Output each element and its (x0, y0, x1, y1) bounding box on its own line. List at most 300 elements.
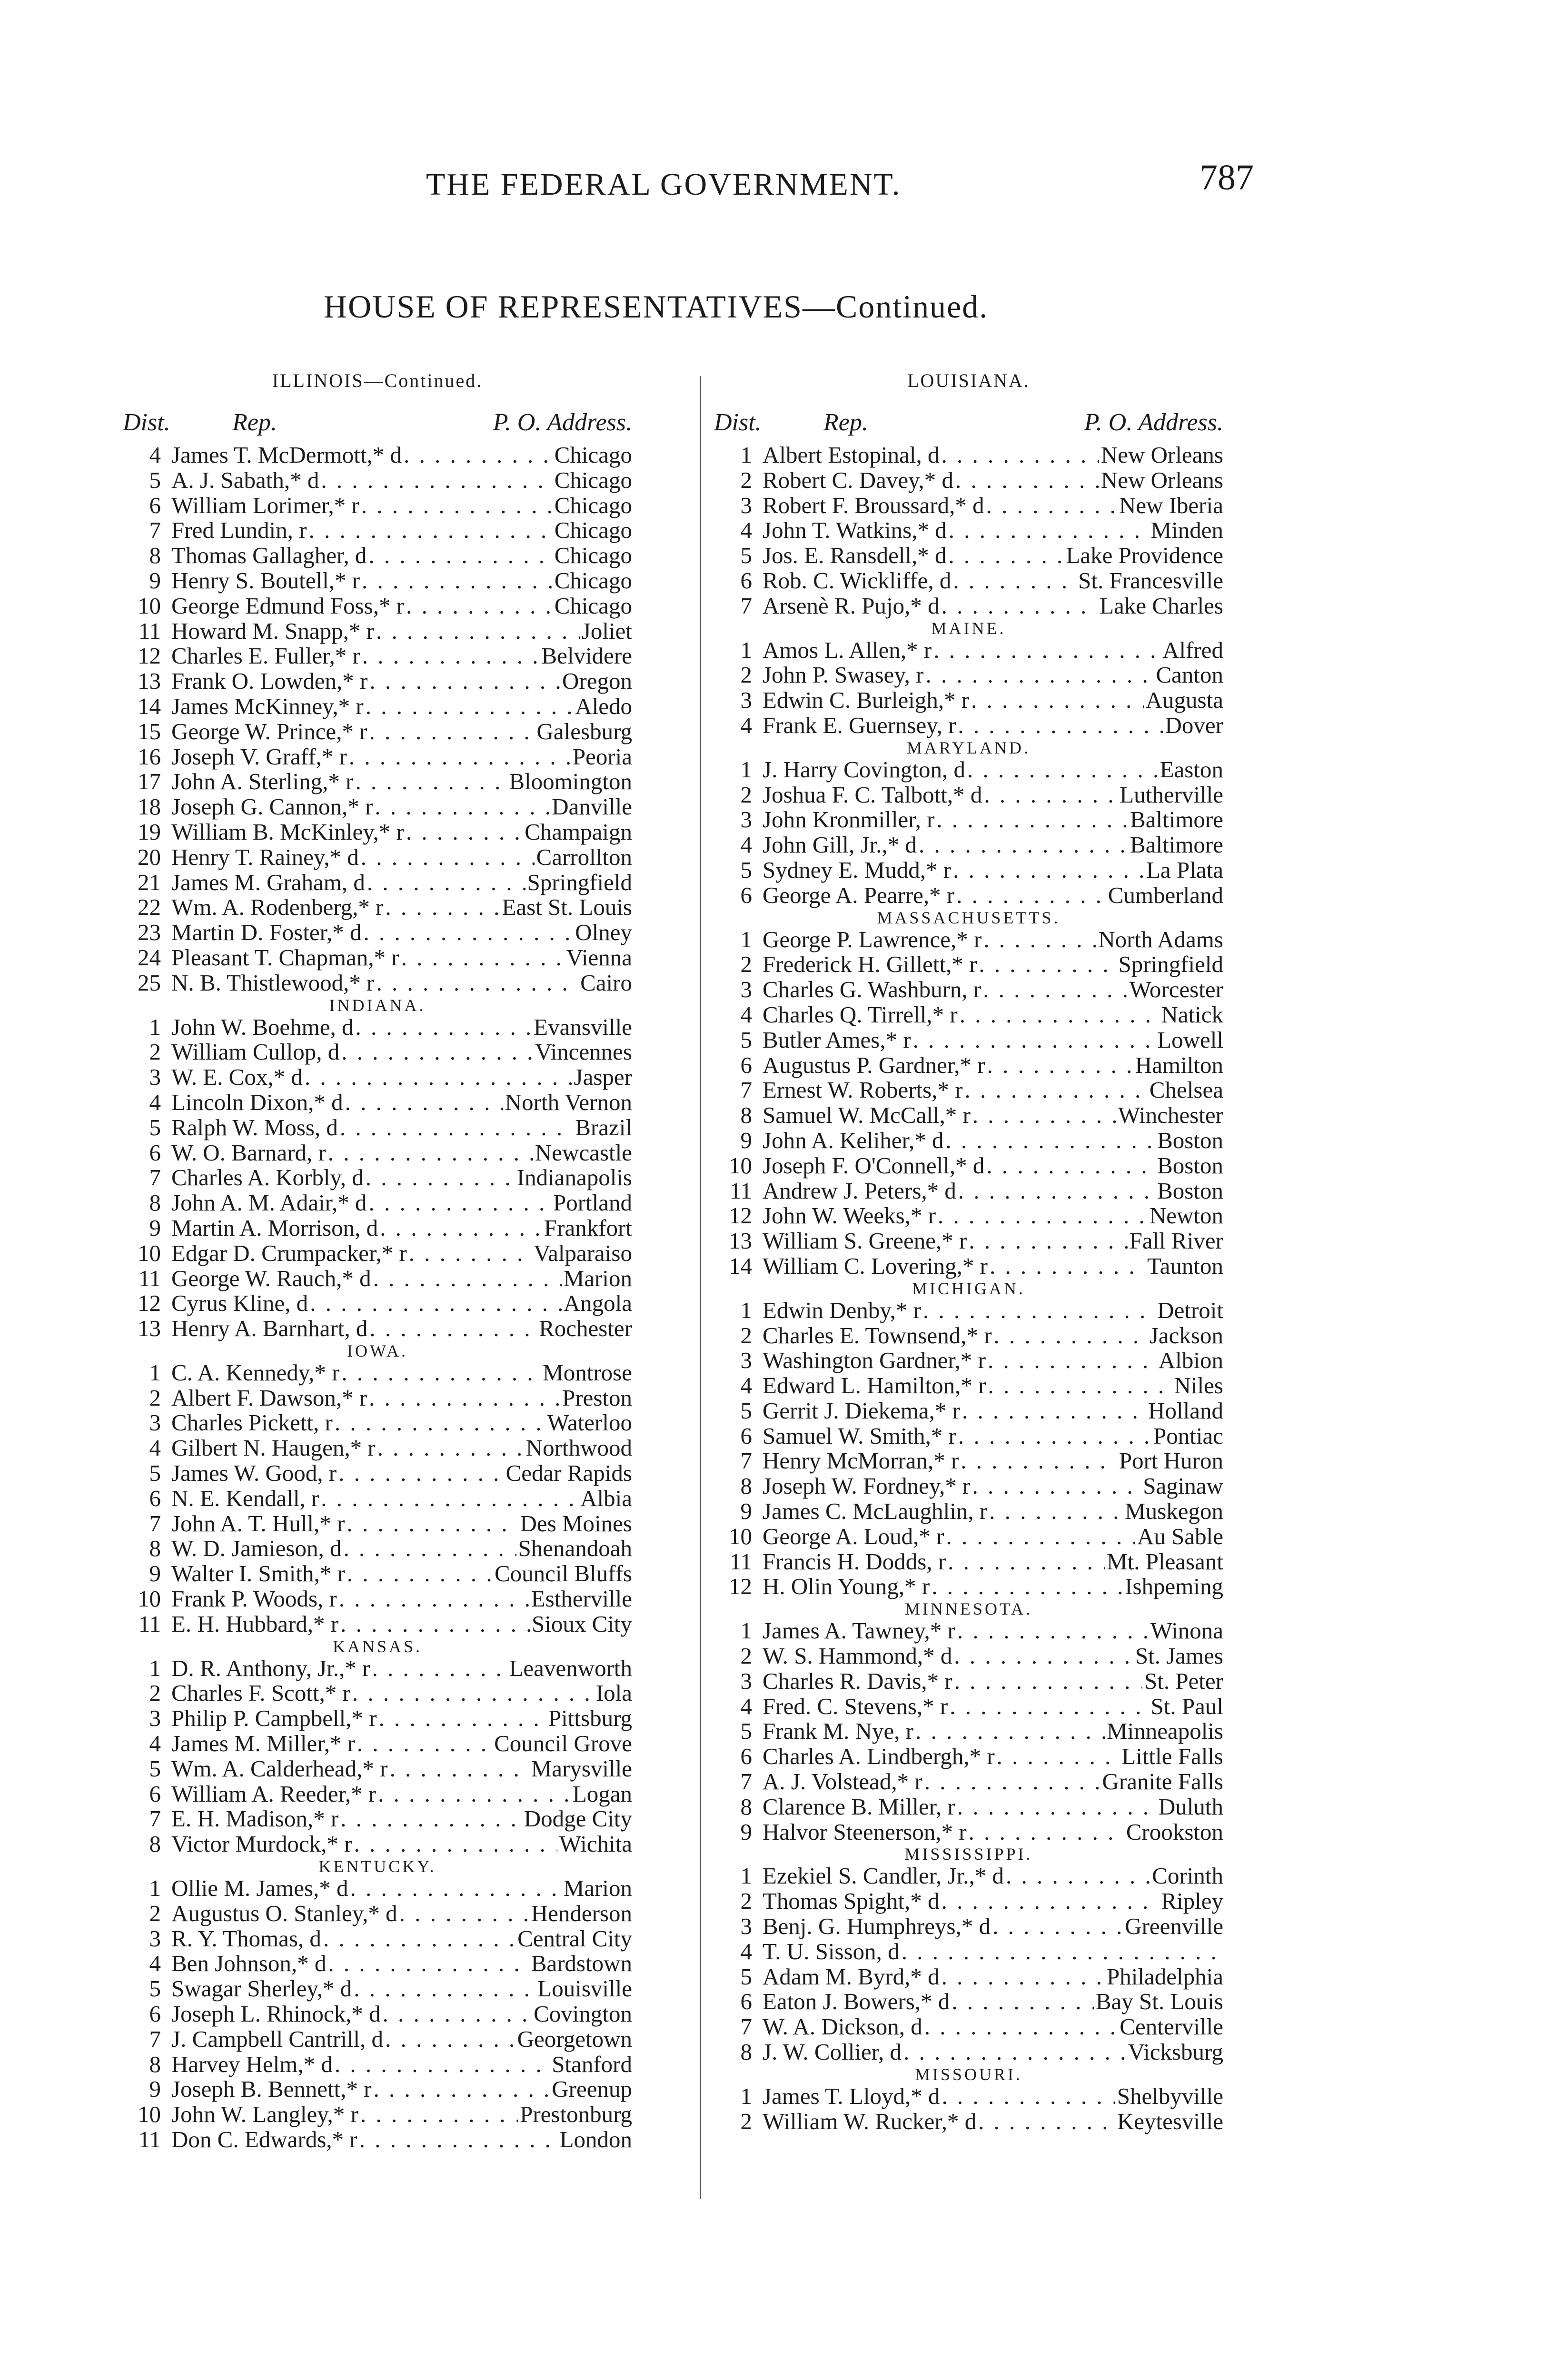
representative-name: W. A. Dickson, d (763, 2013, 922, 2040)
district-number: 2 (149, 1680, 161, 1706)
representative-name: Swagar Sherley,* d (171, 1975, 352, 2002)
representative-name: Joseph B. Bennett,* r (171, 2076, 372, 2102)
dot-leader (344, 1536, 516, 1561)
district-number: 2 (740, 662, 752, 688)
representative-row (714, 1373, 1223, 1398)
representative-row (714, 1795, 1223, 1820)
district-number: 7 (740, 2013, 752, 2040)
post-office-address: Shelbyville (1117, 2082, 1223, 2109)
representative-name: Frank M. Nye, r (763, 1718, 914, 1745)
representative-name: J. Harry Covington, d (763, 756, 965, 783)
representative-name: Sydney E. Mudd,* r (763, 856, 951, 883)
representative-row (123, 1951, 632, 1976)
post-office-address: Bay St. Louis (1095, 1988, 1223, 2015)
dot-leader (945, 1128, 1155, 1153)
post-office-address: Olney (575, 919, 632, 946)
district-number: 8 (149, 2051, 161, 2077)
representative-row (714, 663, 1223, 688)
district-number: 5 (149, 1114, 161, 1140)
district-number: 9 (740, 1498, 752, 1525)
state-heading: MINNESOTA. (904, 1599, 1033, 1619)
representative-row (714, 1499, 1223, 1524)
state-heading: KENTUCKY. (318, 1857, 436, 1876)
district-number: 1 (740, 1617, 752, 1644)
district-number: 4 (740, 712, 752, 738)
representative-name: Ollie M. James,* d (171, 1875, 348, 1902)
post-office-address: St. Paul (1150, 1693, 1223, 1719)
representative-name: Wm. A. Calderhead,* r (171, 1755, 388, 1782)
district-number: 4 (740, 1001, 752, 1028)
state-heading: IOWA. (347, 1341, 408, 1360)
representative-row (714, 1028, 1223, 1053)
representative-row (123, 1241, 632, 1266)
representative-name: Washington Gardner,* r (763, 1347, 986, 1374)
post-office-address: Council Bluffs (494, 1560, 632, 1587)
post-office-address: New Orleans (1100, 466, 1223, 493)
representative-name: Edgar D. Crumpacker,* r (171, 1240, 407, 1266)
representative-name: George A. Pearre,* r (763, 882, 955, 908)
representative-name: Henry McMorran,* r (763, 1448, 959, 1474)
district-number: 1 (740, 1863, 752, 1889)
district-number: 2 (740, 951, 752, 978)
representative-row (123, 1782, 632, 1807)
post-office-address: Vincennes (535, 1039, 632, 1065)
representative-row (714, 493, 1223, 518)
representative-name: John W. Boehme, d (171, 1013, 354, 1040)
post-office-address: Little Falls (1121, 1743, 1223, 1770)
representative-row (123, 518, 632, 543)
district-number: 24 (138, 944, 161, 971)
representative-row (123, 619, 632, 644)
representative-row (714, 1549, 1223, 1575)
district-number: 5 (740, 1026, 752, 1053)
dot-leader (954, 1669, 1142, 1694)
dot-leader (988, 1348, 1157, 1373)
page-number: 787 (1199, 158, 1254, 198)
post-office-address: Cedar Rapids (505, 1460, 632, 1487)
dot-leader (958, 1179, 1155, 1204)
dot-leader (345, 1090, 503, 1115)
address-label: P. O. Address. (1084, 409, 1223, 436)
district-number: 1 (740, 756, 752, 783)
representative-row (123, 493, 632, 518)
district-number: 10 (138, 592, 161, 619)
column-divider (700, 376, 701, 2199)
representative-name: John A. M. Adair,* d (171, 1190, 367, 1216)
post-office-address: Greenville (1125, 1913, 1223, 1940)
dot-leader (401, 945, 565, 971)
dot-leader (932, 1574, 1123, 1599)
district-number: 4 (149, 1950, 161, 1977)
dot-leader (972, 1474, 1141, 1499)
dot-leader (383, 2002, 532, 2027)
state-heading: MISSISSIPPI. (904, 1844, 1033, 1864)
representative-name: William S. Greene,* r (763, 1228, 967, 1254)
state-heading: MISSOURI. (914, 2064, 1023, 2084)
representative-row (123, 1165, 632, 1190)
representative-name: Joseph L. Rhinock,* d (171, 2001, 381, 2027)
dot-leader (361, 493, 553, 518)
dot-leader (956, 883, 1106, 908)
post-office-address: Angola (563, 1290, 632, 1317)
district-number: 7 (740, 1768, 752, 1795)
dot-leader (369, 719, 535, 744)
representative-name: Arsenè R. Pujo,* d (763, 592, 940, 619)
post-office-address: Granite Falls (1102, 1768, 1223, 1795)
post-office-address: Canton (1156, 662, 1223, 688)
representative-name: Edward L. Hamilton,* r (763, 1372, 986, 1399)
dot-leader (328, 1951, 529, 1976)
post-office-address: East St. Louis (502, 894, 632, 921)
representative-row (714, 1203, 1223, 1229)
post-office-address: Portland (553, 1190, 632, 1216)
post-office-address: New Orleans (1100, 442, 1223, 468)
post-office-address: Rochester (539, 1315, 632, 1342)
representative-row (123, 1536, 632, 1561)
representative-name: Augustus P. Gardner,* r (763, 1051, 985, 1078)
left-column (123, 367, 632, 2152)
representative-name: George A. Loud,* r (763, 1523, 944, 1549)
district-number: 3 (149, 1409, 161, 1436)
district-number: 8 (149, 1831, 161, 1857)
post-office-address: Council Grove (494, 1730, 632, 1757)
district-number: 2 (740, 466, 752, 493)
district-number: 22 (138, 894, 161, 921)
post-office-address: Mt. Pleasant (1107, 1548, 1223, 1575)
post-office-address: Duluth (1158, 1793, 1223, 1820)
post-office-address: Springfield (1118, 951, 1223, 978)
dot-leader (957, 1618, 1149, 1644)
representative-row (714, 1939, 1223, 1964)
post-office-address: Waterloo (547, 1409, 632, 1436)
dot-leader (969, 1229, 1127, 1254)
representative-name: Henry T. Rainey,* d (171, 843, 359, 870)
post-office-address: Taunton (1147, 1252, 1223, 1279)
dot-leader (903, 2040, 1126, 2065)
district-number: 3 (740, 1667, 752, 1694)
post-office-address: Muskegon (1125, 1498, 1223, 1525)
representative-name: Walter I. Smith,* r (171, 1560, 345, 1587)
district-number: 21 (138, 869, 161, 895)
post-office-address: Central City (517, 1925, 632, 1952)
post-office-address: La Plata (1146, 856, 1223, 883)
post-office-address: Springfield (527, 869, 632, 895)
representative-name: C. A. Kennedy,* r (171, 1359, 340, 1386)
representative-name: Ben Johnson,* d (171, 1950, 327, 1977)
dot-leader (951, 1989, 1094, 2014)
district-number: 4 (740, 832, 752, 858)
representative-name: George P. Lawrence,* r (763, 926, 982, 952)
post-office-address: Indianapolis (516, 1164, 632, 1191)
representative-row (123, 2077, 632, 2102)
post-office-address: Iola (595, 1680, 632, 1706)
representative-name: Robert C. Davey,* d (763, 466, 953, 493)
representative-name: John W. Weeks,* r (763, 1202, 936, 1229)
representative-row (714, 2084, 1223, 2109)
representative-name: James A. Tawney,* r (763, 1617, 955, 1644)
district-number: 1 (149, 1655, 161, 1681)
representative-row (714, 1889, 1223, 1914)
post-office-address: Alfred (1162, 636, 1223, 663)
dot-leader (958, 1424, 1151, 1449)
post-office-address: Danville (552, 793, 632, 820)
representative-name: Eaton J. Bowers,* d (763, 1988, 950, 2015)
district-number: 8 (740, 2039, 752, 2065)
dot-leader (380, 1216, 542, 1241)
representative-name: John T. Watkins,* d (763, 517, 947, 544)
representative-name: Howard M. Snapp,* r (171, 617, 374, 644)
post-office-address: Prestonburg (520, 2101, 632, 2128)
representative-row (714, 594, 1223, 619)
representative-row (714, 757, 1223, 783)
post-office-address: New Iberia (1119, 492, 1223, 518)
district-number: 13 (138, 668, 161, 694)
dot-leader (373, 1266, 562, 1291)
representative-name: Charles A. Korbly, d (171, 1164, 364, 1191)
post-office-address: Vienna (566, 944, 632, 971)
representative-row (714, 468, 1223, 493)
district-number: 4 (149, 1089, 161, 1115)
representative-name: James M. Graham, d (171, 869, 365, 895)
post-office-address: Georgetown (517, 2025, 632, 2052)
representative-row (123, 1976, 632, 2002)
district-number: 14 (729, 1252, 752, 1279)
post-office-address: Marion (563, 1875, 632, 1902)
district-number: 6 (740, 1422, 752, 1449)
post-office-address: Baltimore (1130, 832, 1223, 858)
representative-name: Fred. C. Stevens,* r (763, 1693, 948, 1719)
dot-leader (1006, 1864, 1150, 1889)
post-office-address: St. Francesville (1078, 567, 1223, 594)
representative-name: Joseph G. Cannon,* r (171, 793, 373, 820)
post-office-address: Chicago (554, 592, 632, 619)
representative-row (714, 1128, 1223, 1153)
representative-name: Charles R. Davis,* r (763, 1667, 952, 1694)
dot-leader (990, 1254, 1145, 1279)
dot-leader (340, 1806, 522, 1832)
representative-row (123, 920, 632, 945)
representative-row (123, 2002, 632, 2027)
representative-name: W. E. Cox,* d (171, 1064, 303, 1091)
dot-leader (924, 1769, 1100, 1795)
district-number: 4 (740, 1372, 752, 1399)
representative-row (123, 2027, 632, 2052)
dot-leader (366, 694, 574, 719)
district-number: 4 (149, 1730, 161, 1757)
post-office-address: Shenandoah (518, 1535, 632, 1562)
dot-leader (376, 619, 580, 644)
representative-name: T. U. Sisson, d (763, 1938, 900, 1964)
dot-leader (960, 1002, 1160, 1028)
district-number: 15 (138, 718, 161, 744)
district-number: 6 (740, 882, 752, 908)
district-number: 7 (149, 1510, 161, 1537)
post-office-address: Corinth (1152, 1863, 1223, 1889)
representative-name: H. Olin Young,* r (763, 1573, 930, 1600)
representative-name: Joseph F. O'Connell,* d (763, 1152, 985, 1179)
representative-name: R. Y. Thomas, d (171, 1925, 321, 1952)
post-office-address: Augusta (1145, 687, 1223, 714)
district-number: 2 (740, 1888, 752, 1914)
dot-leader (399, 1901, 529, 1926)
representative-name: Samuel W. Smith,* r (763, 1422, 957, 1449)
representative-name: James C. McLaughlin, r (763, 1498, 988, 1525)
dot-leader (339, 1587, 529, 1612)
district-number: 1 (740, 2082, 752, 2109)
post-office-address: Minden (1150, 517, 1223, 544)
dot-leader (335, 2052, 550, 2077)
post-office-address: Marysville (531, 1755, 632, 1782)
running-head: THE FEDERAL GOVERNMENT. (426, 167, 902, 202)
district-number: 14 (138, 693, 161, 719)
post-office-address: Dodge City (524, 1805, 632, 1832)
post-office-address: Bloomington (509, 768, 632, 795)
district-number: 3 (740, 976, 752, 1003)
state-heading: KANSAS. (332, 1636, 423, 1656)
district-number: 9 (740, 1818, 752, 1845)
post-office-address: Sioux City (531, 1610, 632, 1637)
district-number: 12 (729, 1573, 752, 1600)
dot-leader (949, 518, 1149, 543)
representative-row (714, 518, 1223, 543)
dot-leader (902, 1939, 1221, 1964)
column-heading: ILLINOIS—Continued. (272, 370, 483, 391)
column-sections (714, 443, 1223, 2134)
post-office-address: Natick (1161, 1001, 1223, 1028)
post-office-address: Montrose (543, 1359, 632, 1386)
dot-leader (335, 1410, 545, 1436)
post-office-address: London (559, 2126, 632, 2152)
dot-leader (347, 1561, 493, 1587)
district-number: 7 (149, 2025, 161, 2052)
district-number: 7 (149, 1164, 161, 1191)
representative-row (123, 794, 632, 820)
representative-name: William W. Rucker,* d (763, 2108, 977, 2134)
representative-name: John A. Keliher,* d (763, 1127, 944, 1153)
representative-name: Victor Murdock,* r (171, 1831, 352, 1857)
post-office-address: Preston (562, 1384, 632, 1411)
post-office-address: Chicago (554, 442, 632, 468)
rep-label: Rep. (823, 409, 868, 436)
representative-row (123, 1756, 632, 1782)
representative-row (123, 1511, 632, 1537)
district-number: 5 (740, 1397, 752, 1424)
representative-row (123, 1040, 632, 1065)
representative-name: Philip P. Campbell,* r (171, 1705, 377, 1732)
representative-row (123, 895, 632, 920)
district-number: 6 (149, 2001, 161, 2027)
representative-row (714, 1864, 1223, 1889)
post-office-address: Pittsburg (548, 1705, 632, 1732)
representative-name: W. O. Barnard, r (171, 1139, 326, 1166)
representative-name: William Cullop, d (171, 1039, 340, 1065)
district-number: 8 (149, 542, 161, 569)
district-number: 7 (740, 592, 752, 619)
dot-leader (962, 1398, 1146, 1424)
district-number: 4 (740, 1938, 752, 1964)
post-office-address: Chicago (554, 492, 632, 518)
representative-name: Frank E. Guernsey, r (763, 712, 956, 738)
representative-row (123, 1090, 632, 1115)
district-number: 3 (740, 1913, 752, 1940)
representative-name: Henry A. Barnhart, d (171, 1315, 368, 1342)
representative-row (123, 870, 632, 895)
representative-row (714, 807, 1223, 833)
dot-leader (972, 1103, 1116, 1128)
post-office-address: Lowell (1157, 1026, 1223, 1053)
representative-row (714, 1398, 1223, 1424)
representative-name: Edwin C. Burleigh,* r (763, 687, 970, 714)
representative-name: James T. Lloyd,* d (763, 2082, 940, 2109)
post-office-address: Aledo (575, 693, 632, 719)
representative-name: James M. Miller,* r (171, 1730, 355, 1757)
post-office-address: Albion (1158, 1347, 1223, 1374)
district-number: 6 (740, 1988, 752, 2015)
state-heading: MARYLAND. (906, 738, 1031, 757)
district-number: 2 (149, 1039, 161, 1065)
district-number: 11 (138, 2126, 161, 2152)
representative-name: Pleasant T. Chapman,* r (171, 944, 399, 971)
dot-leader (923, 1298, 1155, 1323)
dot-leader (955, 468, 1099, 493)
representative-name: John P. Swasey, r (763, 662, 924, 688)
dot-leader (350, 1876, 562, 1901)
district-number: 3 (740, 687, 752, 714)
dot-leader (409, 1241, 532, 1266)
district-number: 1 (149, 1359, 161, 1386)
dot-leader (406, 594, 553, 619)
post-office-address: Jasper (574, 1064, 632, 1091)
district-number: 1 (740, 926, 752, 952)
representative-row (714, 1179, 1223, 1204)
representative-name: Gilbert N. Haugen,* r (171, 1435, 376, 1461)
representative-name: George Edmund Foss,* r (171, 592, 405, 619)
district-number: 1 (740, 636, 752, 663)
representative-name: Augustus O. Stanley,* d (171, 1900, 397, 1926)
district-number: 10 (729, 1152, 752, 1179)
post-office-address: Minneapolis (1107, 1718, 1223, 1745)
dot-leader (340, 1115, 573, 1140)
post-office-address: Saginaw (1143, 1473, 1223, 1499)
representative-row (714, 858, 1223, 883)
post-office-address: Newcastle (535, 1139, 632, 1166)
district-number: 18 (138, 793, 161, 820)
representative-name: Charles A. Lindbergh,* r (763, 1743, 995, 1770)
dot-leader (913, 1028, 1156, 1053)
dot-leader (328, 1140, 533, 1166)
post-office-address: Valparaiso (534, 1240, 632, 1266)
post-office-address: Fall River (1129, 1228, 1223, 1254)
district-number: 5 (740, 1718, 752, 1745)
dot-leader (362, 568, 553, 594)
dot-leader (961, 1448, 1117, 1474)
dot-leader (368, 1190, 551, 1216)
representative-row (714, 1989, 1223, 2014)
dot-leader (357, 1731, 492, 1756)
post-office-address: Wichita (559, 1831, 632, 1857)
dot-leader (938, 1203, 1148, 1229)
dot-leader (368, 543, 552, 568)
representative-row (123, 945, 632, 971)
post-office-address: Logan (572, 1780, 632, 1807)
representative-row (714, 568, 1223, 594)
district-number: 11 (138, 1610, 161, 1637)
state-heading: INDIANA. (329, 995, 426, 1015)
dot-leader (950, 1694, 1149, 1719)
representative-name: Martin D. Foster,* d (171, 919, 362, 946)
district-number: 8 (149, 1535, 161, 1562)
representative-row (123, 568, 632, 594)
